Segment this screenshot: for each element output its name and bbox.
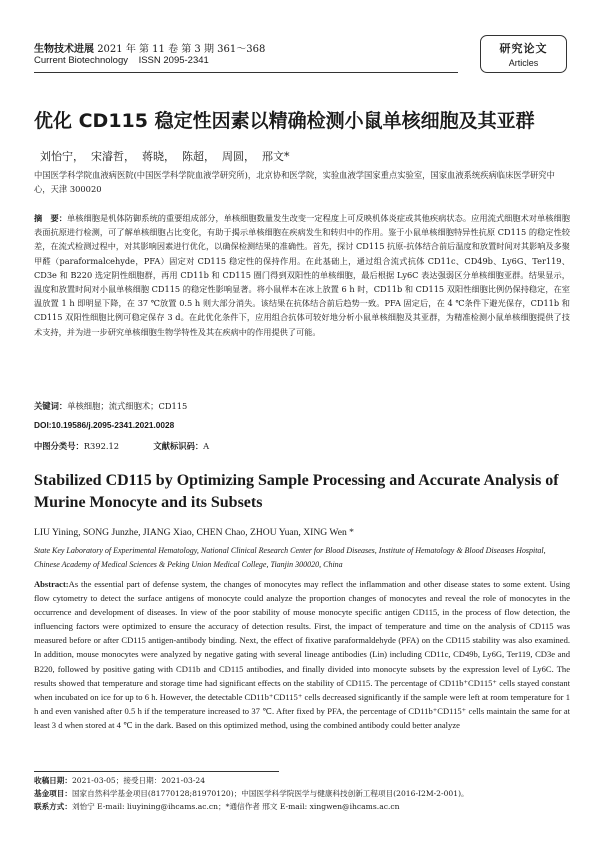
affiliation-en: State Key Laboratory of Experimental Hematology, National Clinical Research Center for Blood Diseases, Institute of Hematology & Blood Diseases Hospital, Chinese Academy of Medical Sciences & Peking Union Medical College, Tianjin 300020, China [34,546,546,569]
abstract-label-cn: 摘 要： [34,213,67,223]
footnote-fund [34,788,574,800]
journal-header [34,40,265,55]
authors-cn: 刘怡宁， 宋濬哲， 蒋晓， 陈超， 周圆， 邢文* [40,150,290,163]
classification-line [34,440,209,452]
fund-label: 基金项目： [34,789,72,798]
title-en: Stabilized CD115 by Optimizing Sample Processing and Accurate Analysis of Murine Monocyte and its Subsets [34,472,559,511]
header-divider [34,72,458,73]
abstract-text-en: As the essential part of defense system, the changes of monocytes may reflect the inflammation and other disease states to some extent. Using flow cytometry to detect the surface antigens of monocyte could analyze the proportion changes of monocytes and reveal the role of monocytes in the occurrence and development of diseases. In view of the poor stability of mouse monocyte specific antigen CD115, in the process of flow detection, the influencing factors were optimized to ensure the accuracy of detection results. First, the impact of temperature and time on the analysis of CD115 was measured before or after CD115 antigen-antibody binding. Next, the effect of fixative paraformaldehyde (PFA) on the CD115 stability was also examined. In addition, mouse monocytes were analyzed by negative gating with several lineage antibodies (Lin) including CD11c, CD49b, Ly6G, Ter119, CD3e and B220, followed by positive gating with CD11b and CD115 antibodies, and finally divided into monocyte subsets by the expression level of Ly6C. The results showed that temperature and storage time had significant effects on the stability of CD115. The percentage of CD11b⁺CD115⁺ cells stayed constant when incubated on ice for up to 6 h. However, the detectable CD11b⁺CD115⁺ cells decreased significantly if the sample were left at room temperature for 1 h and even vanished after 0.5 h if the temperature increased to 37 ℃. After fixed by PFA, the percentage of CD11b⁺CD115⁺ cells maintain the same for at least 3 d when stored at 4 ℃ in the dark. Based on this optimized method, using the combined antibody could better analyze [34,579,570,730]
footnote-contact [34,801,574,813]
dates-text: 2021-03-05；接受日期：2021-03-24 [71,776,206,785]
authors-en: LIU Yining, SONG Junzhe, JIANG Xiao, CHEN Chao, ZHOU Yuan, XING Wen * [34,527,354,538]
docid-value: A [203,441,210,451]
journal-subheader [34,55,209,66]
badge-label-en: Articles [508,58,539,68]
abstract-en [34,577,570,732]
article-type-badge [480,35,567,73]
journal-name-cn: 生物技术进展 [34,44,94,55]
journal-name-en: Current Biotechnology [34,55,128,66]
contact-label: 联系方式： [34,802,72,811]
doi: DOI:10.19586/j.2095-2341.2021.0028 [34,420,175,430]
abstract-text-cn: 单核细胞是机体防御系统的重要组成部分，单核细胞数量发生改变一定程度上可反映机体炎症或其他疾病状态。应用流式细胞术对单核细胞表面抗原进行检测，可了解单核细胞占比变化，有助于揭示单核细胞在疾病发生和转归中的作用。鉴于小鼠单核细胞特异性抗原 CD115 的稳定性较差，在流式检测过程中，对其影响因素进行优化，以确保检测结果的准确性。首先，探讨 CD115 抗原-抗体结合前后温度和放置时间对其影响及多聚甲醛（paraformalcehyde，PFA）固定对 CD115 稳定性的保持作用。在此基础上，通过组合流式抗体 CD11c、CD49b、Ly6G、Ter119、CD3e 和 B220 选定阴性细胞群，再用 CD11b 和 CD115 圈门得到双阳性的单核细胞，最后根据 Ly6C 表达强弱区分单核细胞亚群。结果显示，温度和放置时间对小鼠单核细胞 CD115 的稳定性影响显著。将小鼠样本在冰上放置 6 h 时，CD11b 和 CD115 双阳性细胞比例仍保持稳定，在室温放置 1 h 即明显下降，在 37 ℃放置 0.5 h 则大部分消失。该结果在抗体结合前后趋势一致。PFA 固定后，在 4 ℃条件下避光保存，CD11b 和 CD115 双阳性细胞比例可稳定保存 3 d。在此优化条件下，应用组合抗体可较好地分析小鼠单核细胞及其亚群，为精准检测小鼠单核细胞提供了技术支持，并为进一步研究单核细胞生物学特性及其在疾病中的作用提供了可能。 [34,213,570,337]
class-value: R392.12 [83,441,120,451]
abstract-label-en: Abstract: [34,579,69,589]
title-cn: 优化 CD115 稳定性因素以精确检测小鼠单核细胞及其亚群 [34,110,535,132]
contact-text: 刘怡宁 E-mail: liuyining@ihcams.ac.cn；*通信作者 邢文 E-mail: xingwen@ihcams.ac.cn [71,802,400,811]
fund-text: 国家自然科学基金项目(81770128;81970120)；中国医学科学院医学与健康科技创新工程项目(2016-I2M-2-001)。 [71,789,469,798]
issue-info: 2021 年 第 11 卷 第 3 期 361～368 [97,44,266,55]
affiliation-cn: 中国医学科学院血液病医院(中国医学科学院血液学研究所)，北京协和医学院，实验血液学国家重点实验室，国家血液系统疾病临床医学研究中心，天津 300020 [34,170,555,194]
footnote-dates [34,775,574,787]
docid-label: 文献标识码： [153,441,204,451]
keywords-label: 关键词： [34,401,68,411]
class-label: 中图分类号： [34,441,84,451]
abstract-cn [34,211,570,339]
issn: ISSN 2095-2341 [138,55,209,66]
footnote-divider [34,771,279,772]
keywords-value: 单核细胞；流式细胞术；CD115 [67,401,188,411]
badge-label-cn: 研究论文 [499,42,548,55]
keywords-cn [34,400,187,412]
dates-label: 收稿日期： [34,776,72,785]
